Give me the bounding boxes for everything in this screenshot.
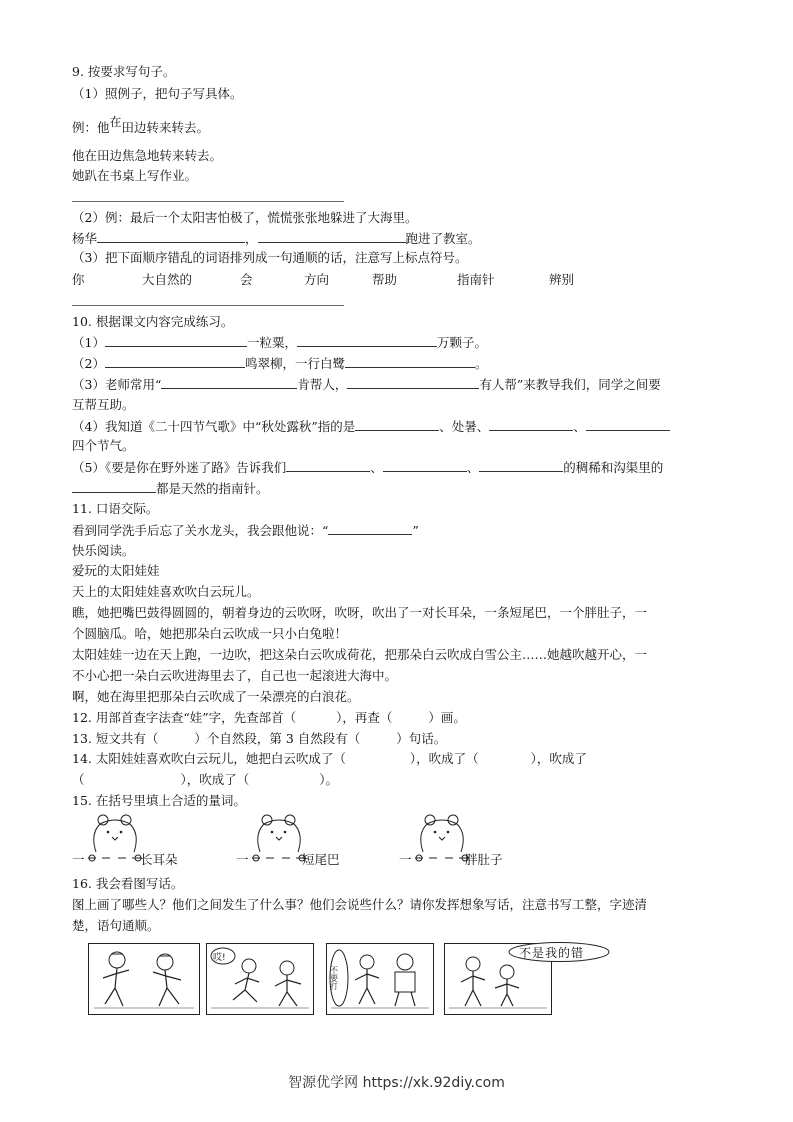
q10-line5-cont bbox=[72, 480, 269, 497]
fill-text: 肯帮人， bbox=[297, 377, 348, 392]
q14 bbox=[72, 751, 587, 767]
fill-text: 12. 用部首查字法查“娃”字，先查部首（ bbox=[72, 710, 297, 725]
fill-text: 。 bbox=[474, 356, 488, 371]
fill-text: 、 bbox=[370, 460, 383, 475]
fill-text: ），吹成了（ bbox=[409, 751, 479, 766]
q10-line5 bbox=[72, 459, 663, 476]
measure-word-item bbox=[236, 812, 386, 868]
q13 bbox=[72, 731, 446, 747]
measure-label: 胖肚子 bbox=[465, 852, 503, 867]
story-paragraph: 天上的太阳娃娃喜欢吹白云玩儿。 bbox=[72, 584, 260, 599]
q9-part2: （2）例：最后一个太阳害怕极了，慌慌张张地躲进了大海里。 bbox=[72, 210, 418, 225]
q9-part3: （3）把下面顺序错乱的词语排列成一句通顺的话，注意写上标点符号。 bbox=[72, 250, 468, 265]
example-prefix: 例：他 bbox=[72, 120, 110, 135]
fill-text: 、 bbox=[466, 460, 480, 475]
q9-example bbox=[72, 115, 210, 136]
answer-line[interactable] bbox=[72, 201, 344, 202]
q10-line3 bbox=[72, 376, 661, 393]
fill-text: 的稠稀和沟渠里的 bbox=[563, 460, 664, 475]
fill-blank[interactable] bbox=[286, 459, 370, 472]
word-item: 辨别 bbox=[549, 272, 575, 287]
measure-prefix: 一 bbox=[399, 852, 412, 867]
children-sign-illustration bbox=[327, 944, 433, 1014]
story-paragraph: 不小心把一朵白云吹进海里去了，自己也一起滚进大海中。 bbox=[72, 668, 398, 683]
fill-text: ）个自然段，第 3 自然段有（ bbox=[194, 731, 361, 746]
empty-bracket-icon[interactable] bbox=[86, 812, 144, 866]
q10-line1 bbox=[72, 334, 487, 351]
fill-text: （1） bbox=[72, 335, 105, 350]
q10-line4-cont: 四个节气。 bbox=[72, 438, 135, 453]
word-item: 方向 bbox=[304, 272, 330, 287]
q10-line4 bbox=[72, 418, 670, 435]
fill-blank[interactable] bbox=[328, 522, 412, 535]
sign-text: 不要打 bbox=[329, 966, 339, 990]
fill-text: 13. 短文共有（ bbox=[72, 731, 159, 746]
measure-label: 长耳朵 bbox=[140, 852, 178, 867]
fill-text: （2） bbox=[72, 356, 105, 371]
q9-part1: （1）照例子，把句子写具体。 bbox=[72, 86, 243, 101]
word-item: 你 bbox=[72, 272, 85, 287]
fill-text: 、 bbox=[573, 419, 586, 434]
q16-prompt-cont: 楚，语句通顺。 bbox=[72, 918, 160, 933]
reading-heading: 快乐阅读。 bbox=[72, 543, 135, 558]
q14-cont bbox=[72, 772, 338, 788]
fill-blank[interactable] bbox=[479, 459, 563, 472]
fill-text: ）。 bbox=[319, 772, 339, 787]
fill-text: 鸣翠柳，一行白鹭 bbox=[244, 356, 345, 371]
speech-bubble bbox=[507, 941, 611, 963]
word-item: 会 bbox=[240, 272, 253, 287]
speech-bubble-text: 不是我的错 bbox=[519, 946, 585, 960]
q10-title: 10. 根据课文内容完成练习。 bbox=[72, 314, 234, 329]
word-item: 帮助 bbox=[372, 272, 398, 287]
measure-prefix: 一 bbox=[236, 852, 249, 867]
fill-text: ），吹成了 bbox=[530, 751, 587, 766]
fill-text: （4）我知道《二十四节气歌》中“秋处露秋”指的是 bbox=[72, 419, 356, 434]
q16-prompt: 图上画了哪些人？他们之间发生了什么事？他们会说些什么？请你发挥想象写话，注意书写工整，字迹清 bbox=[72, 897, 648, 912]
fill-text: （3）老师常用“ bbox=[72, 377, 162, 392]
fill-text: ），吹成了（ bbox=[180, 772, 250, 787]
q10-line3-cont: 互帮互助。 bbox=[72, 397, 135, 412]
q9-part2-fill bbox=[72, 230, 481, 247]
q12 bbox=[72, 710, 466, 726]
fill-blank[interactable] bbox=[258, 230, 406, 243]
fill-text: ）画。 bbox=[428, 710, 466, 725]
q11-title: 11. 口语交际。 bbox=[72, 501, 159, 516]
fill-text: 万颗子。 bbox=[436, 335, 487, 350]
q11-line bbox=[72, 522, 419, 539]
story-title: 爱玩的太阳娃娃 bbox=[72, 563, 160, 578]
fill-text: ），再查（ bbox=[336, 710, 393, 725]
fill-text: 看到同学洗手后忘了关水龙头，我会跟他说：“ bbox=[72, 523, 329, 538]
empty-bracket-icon[interactable] bbox=[250, 812, 308, 866]
example-rest: 田边转来转去。 bbox=[121, 120, 210, 135]
fill-blank[interactable] bbox=[383, 459, 467, 472]
fill-text: （ bbox=[72, 772, 85, 787]
q10-line2 bbox=[72, 355, 487, 372]
fill-blank[interactable] bbox=[345, 355, 475, 368]
fill-blank[interactable] bbox=[297, 334, 437, 347]
speech-bubble-text: 哎! bbox=[213, 953, 226, 963]
story-paragraph: 个圆脑瓜。哈，她把那朵白云吹成一只小白兔啦！ bbox=[72, 626, 348, 641]
fill-blank[interactable] bbox=[489, 418, 573, 431]
fill-text: 跑进了教室。 bbox=[405, 231, 481, 246]
children-running-illustration bbox=[89, 944, 199, 1014]
fill-blank[interactable] bbox=[347, 376, 479, 389]
fill-text: ” bbox=[412, 523, 419, 538]
measure-word-item bbox=[72, 812, 222, 868]
q9-title: 9. 按要求写句子。 bbox=[72, 64, 176, 79]
fill-blank[interactable] bbox=[355, 418, 439, 431]
story-paragraph: 啊，她在海里把那朵白云吹成了一朵漂亮的白浪花。 bbox=[72, 689, 360, 704]
comic-panel-2 bbox=[206, 943, 314, 1015]
measure-word-item bbox=[399, 812, 549, 868]
q9-example-answer: 他在田边焦急地转来转去。 bbox=[72, 148, 223, 163]
child-fallen-illustration bbox=[207, 944, 313, 1014]
fill-text: （5）《要是你在野外迷了路》告诉我们 bbox=[72, 460, 287, 475]
fill-text: 一粒粟， bbox=[246, 335, 297, 350]
word-item: 指南针 bbox=[457, 272, 495, 287]
fill-text: ）句话。 bbox=[396, 731, 447, 746]
answer-line[interactable] bbox=[72, 305, 344, 306]
measure-prefix: 一 bbox=[72, 852, 85, 867]
footer-watermark: 智源优学网 https://xk.92diy.com bbox=[288, 1075, 505, 1091]
story-paragraph: 太阳娃娃一边在天上跑，一边吹，把这朵白云吹成荷花，把那朵白云吹成白雪公主……她越吹越开心，一 bbox=[72, 647, 648, 662]
fill-text: 都是天然的指南针。 bbox=[156, 481, 269, 496]
empty-bracket-icon[interactable] bbox=[413, 812, 471, 866]
fill-blank[interactable] bbox=[105, 334, 247, 347]
fill-text: ， bbox=[245, 231, 258, 246]
example-insert-mark: 在 bbox=[109, 115, 122, 129]
fill-blank[interactable] bbox=[72, 480, 156, 493]
fill-blank[interactable] bbox=[161, 376, 297, 389]
fill-blank[interactable] bbox=[586, 418, 670, 431]
fill-blank[interactable] bbox=[105, 355, 245, 368]
fill-text: 14. 太阳娃娃喜欢吹白云玩儿，她把白云吹成了（ bbox=[72, 751, 346, 766]
q16-title: 16. 我会看图写话。 bbox=[72, 876, 184, 891]
measure-label: 短尾巴 bbox=[302, 852, 340, 867]
fill-blank[interactable] bbox=[97, 230, 245, 243]
fill-text: 杨华 bbox=[72, 231, 98, 246]
comic-panel-1 bbox=[88, 943, 200, 1015]
q15-title: 15. 在括号里填上合适的量词。 bbox=[72, 793, 246, 808]
word-item: 大自然的 bbox=[142, 272, 193, 287]
q9-task-sentence: 她趴在书桌上写作业。 bbox=[72, 168, 198, 183]
story-paragraph: 瞧，她把嘴巴鼓得圆圆的，朝着身边的云吹呀，吹呀，吹出了一对长耳朵，一条短尾巴，一个胖肚子，一 bbox=[72, 605, 648, 620]
fill-text: 有人帮”来教导我们，同学之间要 bbox=[479, 377, 661, 392]
fill-text: 、处暑、 bbox=[439, 419, 490, 434]
comic-panel-3 bbox=[326, 943, 434, 1015]
q9-word-row bbox=[72, 272, 632, 288]
